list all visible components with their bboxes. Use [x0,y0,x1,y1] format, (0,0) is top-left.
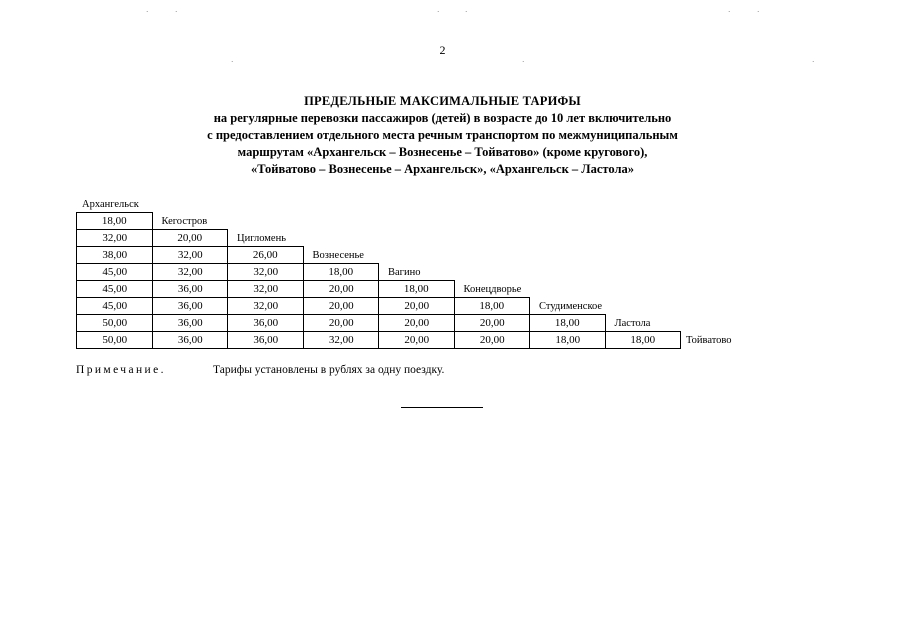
title-subline: с предоставлением отдельного места речным транспортом по межмуниципальным [207,128,678,142]
tariff-cell: 20,00 [378,314,455,332]
scan-mark: · [231,58,234,66]
station-label: Ластола [614,318,651,329]
tariff-cell: 18,00 [378,280,455,298]
station-label: Вагино [388,267,421,278]
station-label: Студименское [539,301,603,312]
title-subline: «Тойватово – Вознесенье – Архангельск», «Архангельск – Ластола» [251,162,634,176]
tariff-cell: 32,00 [152,246,229,264]
scan-mark: · [175,8,178,16]
tariff-cell: 32,00 [76,229,153,247]
tariff-cell: 45,00 [76,263,153,281]
scan-mark: · [757,8,760,16]
tariff-cell: 18,00 [454,297,531,315]
tariff-cell: 20,00 [303,297,380,315]
scan-mark: · [728,8,731,16]
tariff-cell: 18,00 [303,263,380,281]
tariff-cell: 18,00 [605,331,682,349]
tariff-cell: 20,00 [454,331,531,349]
tariff-cell: 20,00 [303,280,380,298]
tariff-cell: 26,00 [227,246,304,264]
tariff-cell: 36,00 [227,314,304,332]
tariff-cell: 32,00 [227,280,304,298]
end-line [401,407,483,408]
tariff-cell: 20,00 [378,297,455,315]
tariff-cell: 45,00 [76,280,153,298]
tariff-cell: 32,00 [227,263,304,281]
tariff-cell: 36,00 [227,331,304,349]
station-label: Архангельск [82,199,139,210]
tariff-cell: 36,00 [152,280,229,298]
tariff-cell: 20,00 [454,314,531,332]
tariff-cell: 20,00 [152,229,229,247]
tariff-cell: 36,00 [152,331,229,349]
tariff-cell: 18,00 [529,314,606,332]
scan-mark: · [437,8,440,16]
tariff-cell: 50,00 [76,314,153,332]
scan-mark: · [146,8,149,16]
station-label: Конецдворье [463,284,522,295]
tariff-cell: 45,00 [76,297,153,315]
tariff-cell: 18,00 [529,331,606,349]
scan-mark: · [465,8,468,16]
tariff-cell: 32,00 [303,331,380,349]
title-subline: на регулярные перевозки пассажиров (детей) в возрасте до 10 лет включительно [213,111,672,125]
tariff-cell: 32,00 [152,263,229,281]
station-label: Тойватово [686,335,732,346]
title-main: ПРЕДЕЛЬНЫЕ МАКСИМАЛЬНЫЕ ТАРИФЫ [304,94,581,108]
note-label: Примечание. [76,364,166,376]
tariff-cell: 50,00 [76,331,153,349]
title-subline: маршрутам «Архангельск – Вознесенье – Тойватово» (кроме кругового), [237,145,648,159]
tariff-cell: 38,00 [76,246,153,264]
tariff-cell: 36,00 [152,297,229,315]
tariff-cell: 36,00 [152,314,229,332]
page-number: 2 [439,43,446,57]
station-label: Цигломень [237,233,286,244]
tariff-cell: 20,00 [378,331,455,349]
station-label: Кегостров [161,216,208,227]
station-label: Вознесенье [312,250,364,261]
tariff-cell: 32,00 [227,297,304,315]
tariff-cell: 20,00 [303,314,380,332]
scan-mark: · [522,58,525,66]
note-text: Тарифы установлены в рублях за одну поездку. [213,364,445,376]
tariff-cell: 18,00 [76,212,153,230]
scan-mark: · [812,58,815,66]
